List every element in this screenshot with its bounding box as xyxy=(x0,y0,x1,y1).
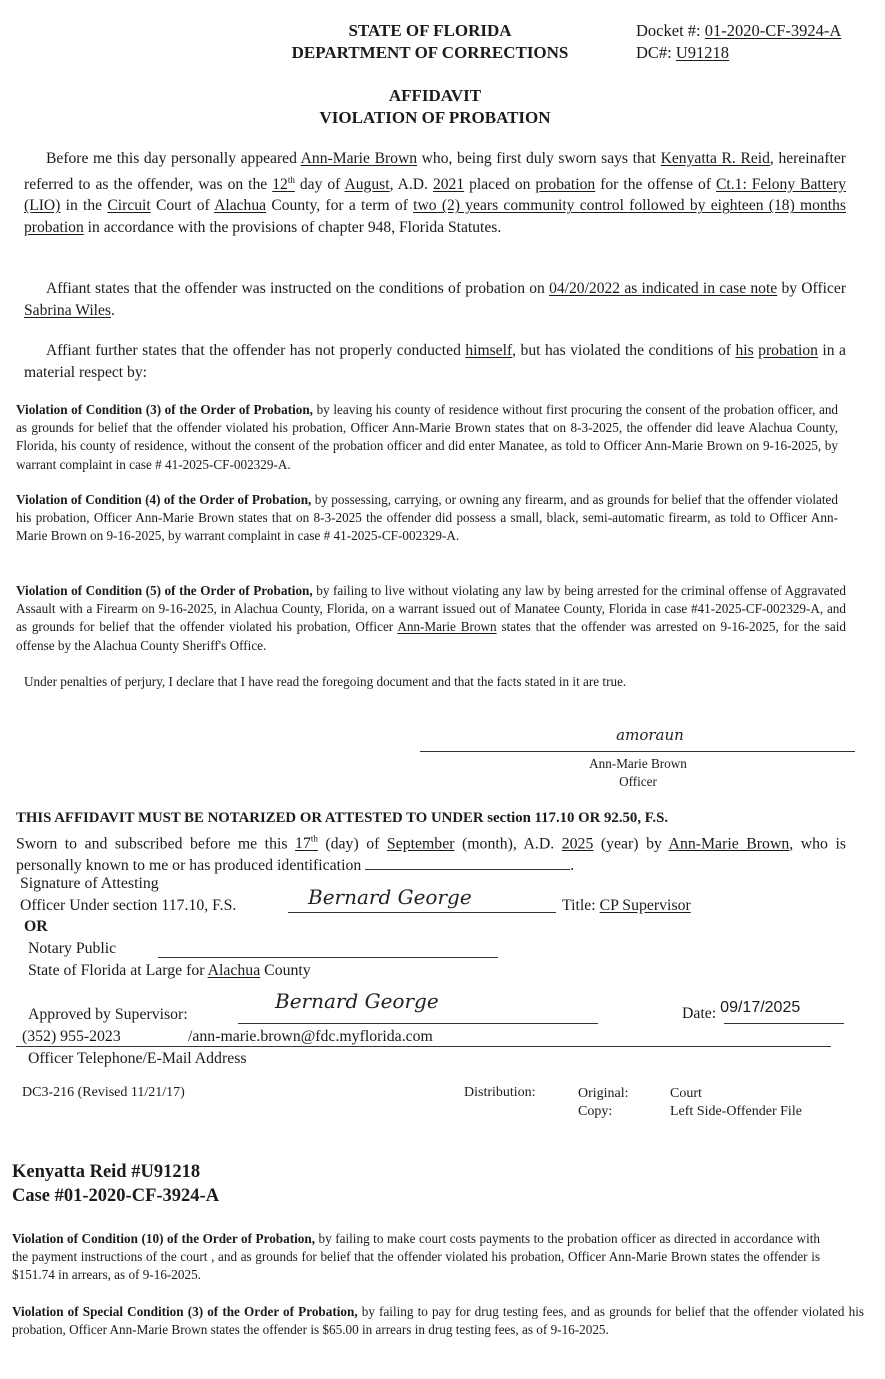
department-name: DEPARTMENT OF CORRECTIONS xyxy=(291,43,569,62)
contact-line xyxy=(16,1046,831,1047)
officer-name-block xyxy=(560,755,716,791)
violation-heading: Violation of Condition (4) of the Order of Probation, xyxy=(16,492,312,507)
supervisor-signature-line xyxy=(238,1023,598,1024)
agency-header xyxy=(250,20,610,64)
identification-line xyxy=(365,857,570,870)
notary-signature-line xyxy=(158,957,498,958)
violation-condition-5: Violation of Condition (5) of the Order of Probation, by failing to live without violating any law by being arrested for the criminal offense of Aggravated Assault with a Firearm on 9-16-2025, in Alachua County, Florida, on a warrant issued out of Manatee County, Florida in case #41-2025-CF-002329-A, and as grounds for belief that the offender violated his probation, Officer Ann-Marie Brown states that the offender was arrested on 9-16-2025, for the said offense by the Alachua County Sheriff's Office. xyxy=(16,583,847,653)
notary-county: Alachua xyxy=(207,962,261,979)
instructing-officer: Sabrina Wiles xyxy=(24,301,111,319)
document-title xyxy=(250,85,620,129)
attesting-title: Title: CP Supervisor xyxy=(562,897,691,914)
offense: Ct.1: Felony Battery (LIO) xyxy=(24,175,847,215)
officer-name: Ann-Marie Brown xyxy=(589,756,687,771)
sworn-name: Ann-Marie Brown xyxy=(668,835,790,853)
officer-title: Officer xyxy=(619,774,657,789)
approval-date xyxy=(682,999,801,1025)
state-at-large: State of Florida at Large for Alachua County xyxy=(28,962,311,979)
case-header xyxy=(12,1160,219,1208)
offender-name: Kenyatta R. Reid xyxy=(660,150,770,167)
violation-heading: Violation of Condition (10) of the Order of Probation, xyxy=(12,1231,316,1246)
attest-label: Signature of Attesting Officer Under section 117.10, F.S. xyxy=(20,875,237,914)
title-affidavit: AFFIDAVIT xyxy=(388,86,482,105)
docket-number: 01-2020-CF-3924-A xyxy=(704,21,842,40)
instruction-date: 04/20/2022 as indicated in case note xyxy=(549,280,778,297)
affiant-name: Ann-Marie Brown xyxy=(300,150,418,167)
supervisor-signature: Bernard George xyxy=(275,989,439,1013)
placement-month: August xyxy=(344,175,390,193)
title-violation: VIOLATION OF PROBATION xyxy=(319,108,551,127)
attesting-signature: Bernard George xyxy=(308,885,472,909)
sworn-year: 2025 xyxy=(561,835,594,853)
placement-day: 12th xyxy=(272,174,295,193)
officer-email: /ann-marie.brown@fdc.myflorida.com xyxy=(188,1028,433,1045)
violation-heading: Violation of Condition (5) of the Order of Probation, xyxy=(16,583,313,598)
sentence-type: probation xyxy=(535,175,596,193)
attesting-title-value: CP Supervisor xyxy=(599,897,691,914)
distribution-types: Original: Copy: xyxy=(578,1086,629,1119)
pronoun-himself: himself xyxy=(465,342,513,359)
sentence-probation: probation xyxy=(758,342,818,359)
distribution-targets: Court Left Side-Offender File xyxy=(670,1086,802,1119)
docket-block xyxy=(636,20,841,64)
court-county: Alachua xyxy=(214,197,267,215)
or-divider: OR xyxy=(24,918,48,935)
paragraph-appearance: Before me this day personally appeared Ann-Marie Brown who, being first duly sworn says that Kenyatta R. Reid, hereinafter referred to as the offender, was on the 12th day of August, A.D. 2021 placed on probation for the offense of Ct.1: Felony Battery (LIO) in the Circuit Court of Alachua County, for a term of two (2) years community control followed by eighteen (18) months probation in accordance with the provisions of chapter 948, Florida Statutes. xyxy=(24,150,847,236)
state-name: STATE OF FLORIDA xyxy=(348,21,512,40)
sworn-day: 17th xyxy=(295,834,318,853)
officer-signature: amoraun xyxy=(616,726,684,744)
paragraph-instructed: Affiant states that the offender was instructed on the conditions of probation on 04/20/2022 as indicated in case note by Officer Sabrina Wiles. xyxy=(24,280,847,319)
date-line xyxy=(724,1023,844,1024)
violation-heading: Violation of Condition (3) of the Order of Probation, xyxy=(16,402,313,417)
violation-heading: Violation of Special Condition (3) of the Order of Probation, xyxy=(12,1304,358,1319)
dc-label: DC#: xyxy=(636,43,672,62)
attesting-signature-line xyxy=(288,912,556,913)
form-id: DC3-216 (Revised 11/21/17) xyxy=(22,1085,185,1100)
violation-special-condition-3: Violation of Special Condition (3) of the Order of Probation, by failing to pay for drug testing fees, and as grounds for belief that the offender violated his probation, Officer Ann-Marie Brown states the offender is $65.00 in arrears in drug testing fees, as of 9-16-2025. xyxy=(12,1304,864,1338)
sworn-month: September xyxy=(386,835,455,853)
date-value: 09/17/2025 xyxy=(720,999,801,1016)
approved-label: Approved by Supervisor: xyxy=(28,1006,188,1023)
distribution-label: Distribution: xyxy=(464,1085,536,1100)
placement-year: 2021 xyxy=(432,175,465,193)
dc-number: U91218 xyxy=(675,43,730,62)
court-type: Circuit xyxy=(107,197,151,215)
reporting-officer: Ann-Marie Brown xyxy=(397,619,497,635)
violation-condition-4: Violation of Condition (4) of the Order of Probation, by possessing, carrying, or owning any firearm, and as grounds for belief that the offender violated his probation, Officer Ann-Marie Brown states that on 8-3-2025 the offender did possess a small, black, semi-automatic firearm, as told to Officer Ann-Marie Brown on 9-16-2025, by warrant complaint in case # 41-2025-CF-002329-A. xyxy=(16,492,839,544)
officer-phone: (352) 955-2023 xyxy=(22,1028,121,1045)
perjury-statement: Under penalties of perjury, I declare that I have read the foregoing document and that the facts stated in it are true. xyxy=(24,674,627,689)
notary-heading: THIS AFFIDAVIT MUST BE NOTARIZED OR ATTESTED TO UNDER section 117.10 OR 92.50, F.S. xyxy=(16,810,669,826)
date-label: Date: xyxy=(682,1005,717,1022)
case-number: Case #01-2020-CF-3924-A xyxy=(12,1186,220,1206)
violation-condition-3: Violation of Condition (3) of the Order of Probation, by leaving his county of residence without first procuring the consent of the probation officer, and as grounds for belief that the offender violated his probation, Officer Ann-Marie Brown states that on 8-3-2025, the offender did leave Alachua County, Florida, his county of residence, without the consent of the probation officer and did enter Manatee, as told to Officer Ann-Marie Brown on 9-16-2025, by warrant complaint in case # 41-2025-CF-002329-A. xyxy=(16,402,839,472)
pronoun-his: his xyxy=(735,342,754,359)
sentence-term: two (2) years community control followed by eighteen (18) months probation xyxy=(24,197,846,236)
sworn-statement: Sworn to and subscribed before me this 17th (day) of September (month), A.D. 2025 (year) by Ann-Marie Brown, who is personally known to me or has produced identification . xyxy=(16,834,847,874)
docket-label: Docket #: xyxy=(636,21,701,40)
contact-label: Officer Telephone/E-Mail Address xyxy=(28,1050,247,1067)
offender-id: Kenyatta Reid #U91218 xyxy=(12,1162,201,1182)
violation-condition-10: Violation of Condition (10) of the Order of Probation, by failing to make court costs payments to the probation officer as directed in accordance with the payment instructions of the court , and as grounds for belief that the offender violated his probation, Officer Ann-Marie Brown states the offender is $151.74 in arrears, as of 9-16-2025. xyxy=(12,1231,821,1283)
officer-signature-line xyxy=(420,751,855,752)
notary-public-label: Notary Public xyxy=(28,940,117,957)
paragraph-violation-intro: Affiant further states that the offender has not properly conducted himself, but has violated the conditions of his probation in a material respect by: xyxy=(24,342,846,381)
